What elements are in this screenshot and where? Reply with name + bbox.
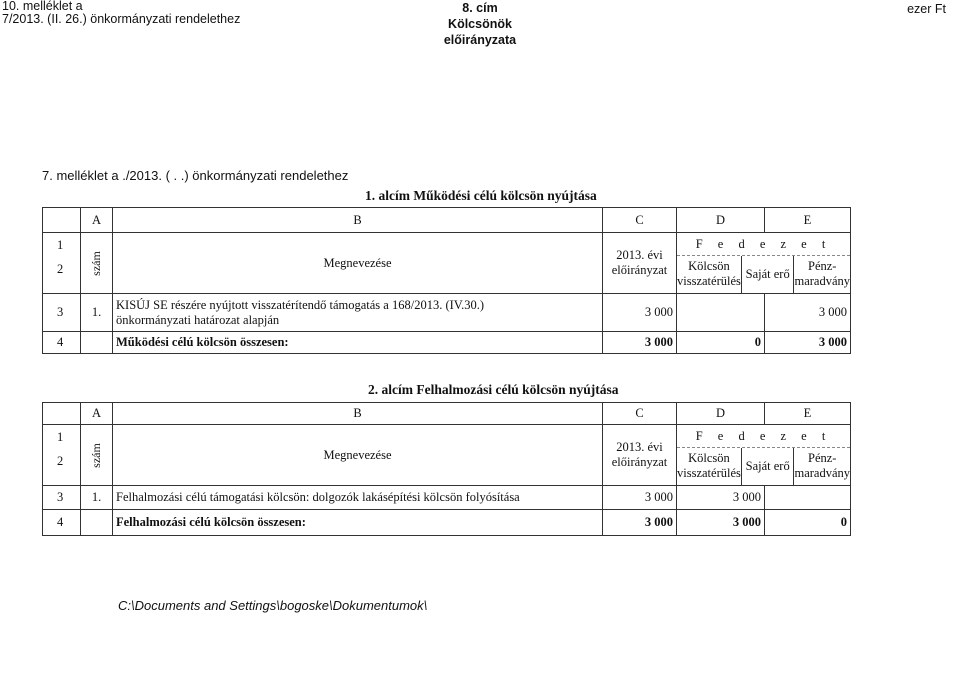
kolcson-header — [677, 448, 742, 485]
unit-label: ezer Ft — [907, 2, 946, 16]
col-letter: D — [677, 403, 765, 425]
row-index — [81, 510, 113, 536]
title-line-3: előirányzata — [443, 33, 517, 47]
table1 — [42, 207, 851, 354]
megnevezes-header: Megnevezése — [113, 233, 603, 294]
row-number: 3 — [43, 294, 81, 332]
col-letter: B — [113, 208, 603, 233]
szam-label: szám — [89, 250, 103, 276]
total-eloiranyzat: 3 000 — [603, 510, 677, 536]
table2-caption: 2. alcím Felhalmozási célú kölcsön nyújtása — [368, 382, 619, 397]
total-eloiranyzat: 3 000 — [603, 332, 677, 354]
penzmaradvany-header — [794, 256, 850, 293]
row-name-line-2: önkormányzati határozat alapján — [116, 312, 280, 327]
eloiranyzat-header — [603, 233, 677, 294]
szam-cell — [81, 425, 113, 486]
title-line-1: 8. cím — [462, 1, 498, 15]
eloiranyzat-header — [603, 425, 677, 486]
row-index: 1. — [81, 486, 113, 510]
sajat-ero-value — [765, 486, 851, 510]
col-letter: C — [603, 403, 677, 425]
kolcson-value — [677, 294, 765, 332]
eloiranyzat-label: előirányzat — [611, 263, 668, 277]
col-letter: A — [81, 403, 113, 425]
table1-caption: 1. alcím Működési célú kölcsön nyújtása — [365, 188, 597, 203]
table2-total-row — [43, 510, 851, 536]
eloiranyzat-label: előirányzat — [611, 455, 668, 469]
col-letter: C — [603, 208, 677, 233]
row-name: Felhalmozási célú támogatási kölcsön: dolgozók lakásépítési kölcsön folyósítása — [113, 486, 603, 510]
title-line-2: Kölcsönök — [448, 17, 512, 31]
col-letter: A — [81, 208, 113, 233]
row-number: 4 — [43, 510, 81, 536]
penz-label: Pénz- — [808, 259, 837, 273]
col-letter: B — [113, 403, 603, 425]
annex-reference — [2, 0, 240, 26]
table2 — [42, 402, 851, 536]
row-number: 1 — [57, 430, 64, 444]
table1-header-row — [43, 233, 851, 294]
annex-line-2: 7/2013. (II. 26.) önkormányzati rendelethez — [2, 12, 241, 26]
total-sajat-ero: 3 000 — [765, 332, 851, 354]
sajat-ero-header: Saját erő — [742, 256, 795, 293]
row-number: 2 — [57, 262, 64, 276]
szam-cell — [81, 233, 113, 294]
fedezet-group — [677, 233, 851, 294]
col-letter: E — [765, 208, 851, 233]
visszaterules-label: visszatérülés — [677, 274, 741, 288]
footer-file-path: C:\Documents and Settings\bogoske\Dokumentumok\ — [118, 598, 428, 613]
table-row — [43, 294, 851, 332]
year-label: 2013. évi — [616, 440, 663, 454]
row-number: 1 — [57, 238, 64, 252]
row-number: 3 — [43, 486, 81, 510]
row-numbers — [43, 233, 81, 294]
penzmaradvany-header — [794, 448, 850, 485]
total-kolcson: 3 000 — [677, 510, 765, 536]
eloiranyzat-value: 3 000 — [603, 294, 677, 332]
col-letter: D — [677, 208, 765, 233]
row-index: 1. — [81, 294, 113, 332]
title-block — [420, 0, 540, 48]
row-name — [113, 294, 603, 332]
total-kolcson: 0 — [677, 332, 765, 354]
row-name-line-1: KISÚJ SE részére nyújtott visszatérítendő támogatás a 168/2013. (IV.30.) — [116, 297, 485, 312]
sajat-ero-header: Saját erő — [742, 448, 795, 485]
kolcson-label: Kölcsön — [688, 259, 730, 273]
row-number: 2 — [57, 454, 64, 468]
row-number — [43, 403, 81, 425]
table1-letter-row — [43, 208, 851, 233]
eloiranyzat-value: 3 000 — [603, 486, 677, 510]
table2-letter-row — [43, 403, 851, 425]
row-index — [81, 332, 113, 354]
kolcson-value: 3 000 — [677, 486, 765, 510]
row-numbers — [43, 425, 81, 486]
table1-total-row — [43, 332, 851, 354]
fedezet-label: F e d e z e t — [677, 425, 850, 448]
fedezet-label: F e d e z e t — [677, 233, 850, 256]
year-label: 2013. évi — [616, 248, 663, 262]
kolcson-label: Kölcsön — [688, 451, 730, 465]
kolcson-header — [677, 256, 742, 293]
row-number — [43, 208, 81, 233]
table2-header-row — [43, 425, 851, 486]
sajat-ero-value: 3 000 — [765, 294, 851, 332]
total-sajat-ero: 0 — [765, 510, 851, 536]
fedezet-group — [677, 425, 851, 486]
table-row — [43, 486, 851, 510]
maradvany-label: maradvány — [794, 274, 850, 288]
penz-label: Pénz- — [808, 451, 837, 465]
reference-line: 7. melléklet a ./2013. ( . .) önkormányzati rendelethez — [42, 168, 349, 183]
total-label: Működési célú kölcsön összesen: — [113, 332, 603, 354]
visszaterules-label: visszatérülés — [677, 466, 741, 480]
annex-line-1: 10. melléklet a — [2, 0, 83, 13]
szam-label: szám — [89, 442, 103, 468]
megnevezes-header: Megnevezése — [113, 425, 603, 486]
maradvany-label: maradvány — [794, 466, 850, 480]
col-letter: E — [765, 403, 851, 425]
row-number: 4 — [43, 332, 81, 354]
total-label: Felhalmozási célú kölcsön összesen: — [113, 510, 603, 536]
